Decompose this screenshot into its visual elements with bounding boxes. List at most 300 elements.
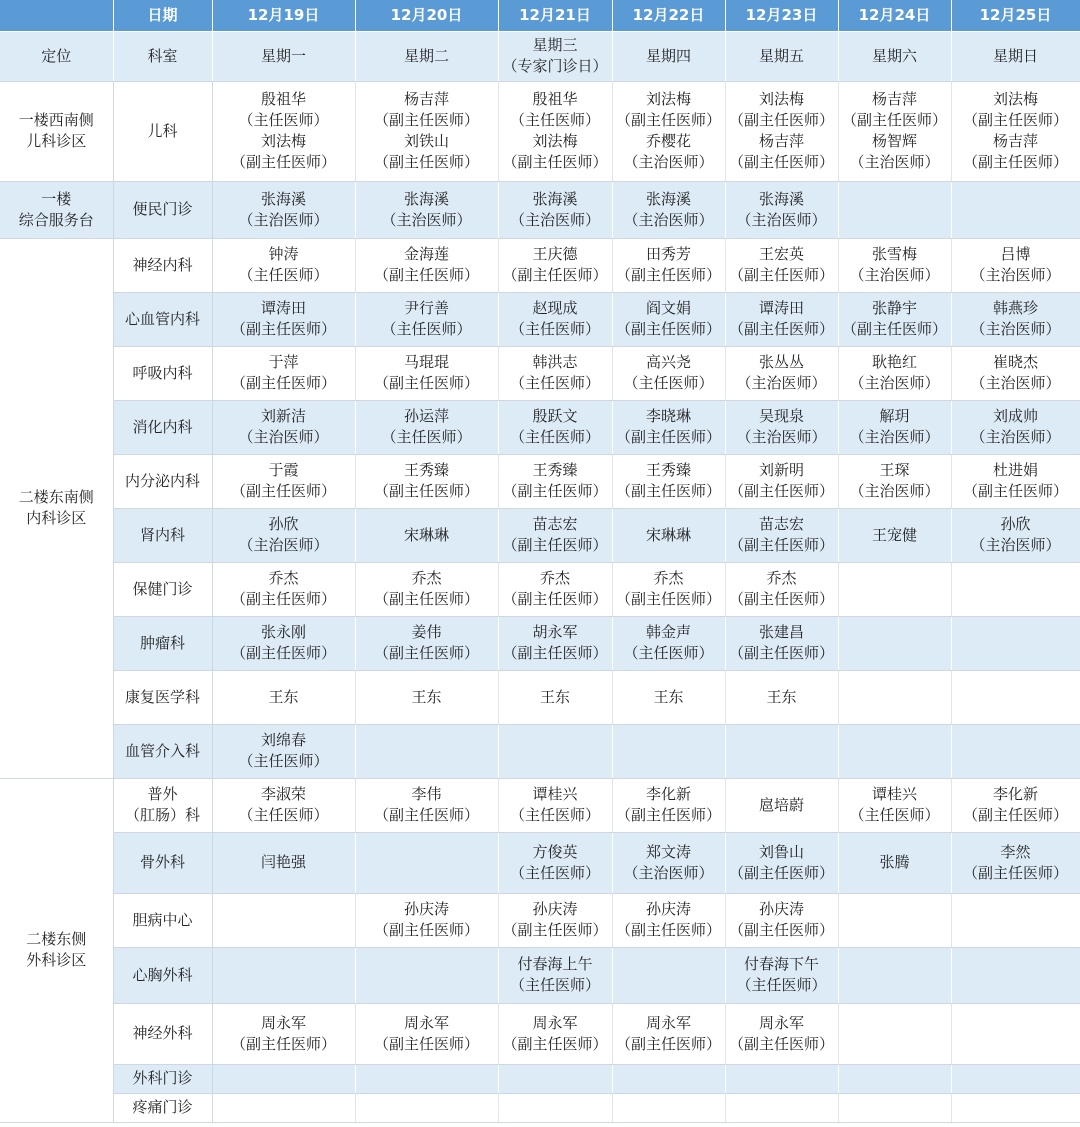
doctor-name: 于霞	[268, 461, 299, 479]
doctor-schedule-cell	[355, 778, 498, 832]
doctor-schedule-cell	[498, 400, 612, 454]
department-cell	[113, 181, 212, 238]
department-cell	[113, 670, 212, 724]
doctor-title: （副主任医师）	[728, 1034, 834, 1053]
doctor-name: 王东	[268, 687, 299, 706]
doctor-title: （副主任医师）	[230, 153, 336, 171]
doctor-schedule-cell	[498, 616, 612, 670]
doctor-schedule-cell	[725, 670, 838, 724]
doctor-name: 解玥	[879, 407, 910, 425]
doctor-schedule-cell	[725, 778, 838, 832]
doctor-schedule-cell	[725, 562, 838, 616]
doctor-schedule-cell	[838, 670, 951, 724]
doctor-title: （主治医师）	[623, 153, 714, 171]
doctor-name: 苗志宏	[758, 515, 804, 533]
doctor-name: 刘法梅	[532, 132, 578, 150]
department-name: 儿科	[147, 121, 178, 140]
doctor-title: （主任医师）	[381, 320, 472, 338]
doctor-title: （主治医师）	[381, 210, 472, 229]
doctor-name: 张海溪	[758, 189, 804, 208]
doctor-schedule-cell	[838, 778, 951, 832]
doctor-name: 乔杰	[653, 569, 684, 587]
department-name: 疼痛门诊	[132, 1098, 193, 1116]
doctor-title: （副主任医师）	[373, 590, 479, 608]
doctor-name: 张海溪	[645, 189, 691, 208]
doctor-schedule-cell	[355, 893, 498, 947]
doctor-title: （主任医师）	[509, 863, 600, 882]
doctor-name: 刘法梅	[645, 90, 691, 108]
doctor-title: （副主任医师）	[728, 921, 834, 939]
doctor-name: 张海溪	[532, 189, 578, 208]
department-name: 肿瘤科	[139, 633, 185, 652]
doctor-schedule-cell	[355, 1064, 498, 1093]
doctor-title: （主任医师）	[509, 806, 600, 824]
doctor-name: 殷祖华	[260, 90, 306, 108]
doctor-schedule-cell	[838, 893, 951, 947]
doctor-schedule-cell	[838, 1093, 951, 1122]
doctor-title: （副主任医师）	[502, 1034, 608, 1053]
weekday-header-row	[0, 31, 1080, 81]
location-label: 外科诊区	[26, 951, 87, 969]
doctor-schedule-cell	[838, 562, 951, 616]
doctor-title: （副主任医师）	[230, 320, 336, 338]
doctor-name: 李然	[1000, 842, 1031, 861]
doctor-schedule-cell	[725, 346, 838, 400]
doctor-name: 王东	[653, 687, 684, 706]
doctor-title: （副主任医师）	[502, 482, 608, 500]
schedule-row	[0, 893, 1080, 947]
doctor-schedule-cell	[838, 292, 951, 346]
doctor-name: 王秀臻	[645, 461, 691, 479]
department-cell	[113, 238, 212, 292]
doctor-schedule-cell	[612, 181, 725, 238]
doctor-name: 周永军	[645, 1013, 691, 1032]
doctor-title: （副主任医师）	[373, 806, 479, 824]
doctor-schedule-cell	[355, 670, 498, 724]
location-label: 一楼西南侧	[18, 111, 94, 129]
doctor-name: 杨吉萍	[992, 132, 1038, 150]
doctor-title: （副主任医师）	[728, 644, 834, 662]
doctor-name: 孙运萍	[403, 407, 449, 425]
doctor-schedule-cell	[725, 400, 838, 454]
doctor-schedule-cell	[838, 832, 951, 893]
doctor-name: 阎文娟	[645, 299, 691, 317]
doctor-schedule-cell	[612, 832, 725, 893]
doctor-name: 吴现泉	[758, 407, 804, 425]
doctor-title: （主治医师）	[970, 536, 1061, 554]
weekday-label: 星期五	[758, 46, 804, 65]
doctor-schedule-cell	[498, 238, 612, 292]
doctor-title: （副主任医师）	[615, 428, 721, 446]
doctor-name: 韩洪志	[532, 353, 578, 371]
doctor-name: 钟涛	[268, 245, 299, 263]
department-cell	[113, 81, 212, 181]
schedule-row	[0, 508, 1080, 562]
department-name: 肾内科	[139, 525, 185, 544]
doctor-schedule-cell	[612, 400, 725, 454]
doctor-schedule-cell	[498, 778, 612, 832]
doctor-title: （主任医师）	[736, 976, 827, 994]
doctor-schedule-cell	[212, 832, 355, 893]
schedule-row	[0, 1093, 1080, 1122]
doctor-schedule-cell	[838, 1003, 951, 1064]
doctor-schedule-cell	[498, 1064, 612, 1093]
schedule-row	[0, 81, 1080, 181]
doctor-schedule-cell	[951, 181, 1080, 238]
doctor-name: 王秀臻	[403, 461, 449, 479]
header-blank-cell	[0, 0, 113, 31]
weekday-label: 星期三	[532, 36, 578, 54]
doctor-title: （副主任医师）	[373, 374, 479, 392]
doctor-schedule-cell	[212, 670, 355, 724]
doctor-title: （主任医师）	[509, 976, 600, 994]
doctor-name: 尹行善	[403, 299, 449, 317]
doctor-title: （副主任医师）	[615, 590, 721, 608]
weekday-header-cell	[951, 31, 1080, 81]
location-cell	[0, 238, 113, 778]
department-name: 骨外科	[139, 853, 185, 871]
doctor-name: 张丛丛	[758, 353, 804, 371]
department-cell	[113, 778, 212, 832]
doctor-name: 于萍	[268, 353, 299, 371]
doctor-title: （主治医师）	[970, 428, 1061, 446]
location-label: 二楼东南侧	[18, 488, 94, 506]
doctor-name: 孙欣	[1000, 515, 1031, 533]
doctor-name: 王东	[411, 687, 442, 706]
doctor-title: （主任医师）	[238, 111, 329, 129]
doctor-title: （主任医师）	[623, 644, 714, 662]
doctor-name: 杨吉萍	[871, 90, 917, 108]
doctor-schedule-cell	[355, 947, 498, 1003]
doctor-title: （副主任医师）	[728, 320, 834, 338]
doctor-title: （主治医师）	[238, 210, 329, 229]
doctor-schedule-cell	[838, 400, 951, 454]
doctor-title: （副主任医师）	[373, 266, 479, 284]
doctor-title: （副主任医师）	[502, 153, 608, 171]
schedule-row	[0, 292, 1080, 346]
weekday-header-cell	[725, 31, 838, 81]
doctor-schedule-cell	[612, 562, 725, 616]
doctor-title: （主治医师）	[736, 428, 827, 446]
location-cell	[0, 81, 113, 181]
doctor-schedule-cell	[951, 616, 1080, 670]
doctor-schedule-cell	[498, 454, 612, 508]
doctor-schedule-cell	[838, 454, 951, 508]
doctor-schedule-cell	[951, 400, 1080, 454]
department-name: 内分泌内科	[124, 471, 200, 490]
doctor-title: （副主任医师）	[230, 482, 336, 500]
doctor-schedule-cell	[212, 346, 355, 400]
doctor-name: 宋琳琳	[403, 525, 449, 544]
doctor-name: 杨吉萍	[758, 132, 804, 150]
doctor-title: （主任医师）	[509, 111, 600, 129]
doctor-name: 谭涛田	[758, 299, 804, 317]
doctor-name: 周永军	[758, 1013, 804, 1032]
doctor-schedule-cell	[612, 724, 725, 778]
location-label: 二楼东侧	[26, 930, 87, 948]
schedule-row	[0, 724, 1080, 778]
doctor-schedule-cell	[355, 724, 498, 778]
doctor-name: 周永军	[403, 1013, 449, 1032]
doctor-name: 张腾	[879, 853, 910, 871]
location-cell	[0, 181, 113, 238]
doctor-title: （主治医师）	[238, 428, 329, 446]
department-cell	[113, 616, 212, 670]
department-cell	[113, 832, 212, 893]
doctor-schedule-cell	[951, 670, 1080, 724]
doctor-title: （副主任医师）	[615, 320, 721, 338]
doctor-title: （副主任医师）	[728, 536, 834, 554]
doctor-schedule-cell	[612, 947, 725, 1003]
doctor-name: 李伟	[411, 785, 442, 803]
doctor-name: 李晓琳	[645, 407, 691, 425]
doctor-schedule-cell	[612, 454, 725, 508]
doctor-name: 付春海下午	[743, 955, 819, 973]
doctor-title: （副主任医师）	[841, 320, 947, 338]
doctor-schedule-cell	[212, 778, 355, 832]
doctor-schedule-cell	[498, 1093, 612, 1122]
doctor-title: （副主任医师）	[230, 1034, 336, 1053]
doctor-name: 张静宇	[871, 299, 917, 317]
department-name: 心胸外科	[132, 965, 193, 984]
doctor-schedule-cell	[612, 81, 725, 181]
doctor-name: 马琨琨	[403, 353, 449, 371]
doctor-name: 刘成帅	[992, 407, 1038, 425]
doctor-title: （副主任医师）	[373, 482, 479, 500]
doctor-name: 周永军	[532, 1013, 578, 1032]
department-cell	[113, 1093, 212, 1122]
doctor-schedule-cell	[951, 1003, 1080, 1064]
dept-column-label: 科室	[113, 31, 212, 81]
doctor-title: （主治医师）	[849, 428, 940, 446]
doctor-schedule-cell	[212, 292, 355, 346]
weekday-header-cell	[612, 31, 725, 81]
doctor-name: 宋琳琳	[645, 525, 691, 544]
date-header-cell: 12月20日	[355, 0, 498, 31]
department-name: 外科门诊	[132, 1069, 193, 1087]
doctor-schedule-cell	[212, 893, 355, 947]
doctor-schedule-cell	[498, 346, 612, 400]
doctor-schedule-cell	[212, 1093, 355, 1122]
doctor-schedule-cell	[951, 562, 1080, 616]
department-cell	[113, 724, 212, 778]
doctor-title: （副主任医师）	[502, 536, 608, 554]
doctor-name: 闫艳强	[260, 853, 306, 871]
doctor-title: （副主任医师）	[615, 266, 721, 284]
date-header-cell: 12月25日	[951, 0, 1080, 31]
doctor-name: 杨智辉	[871, 132, 917, 150]
doctor-title: （主任医师）	[238, 266, 329, 284]
doctor-schedule-cell	[725, 724, 838, 778]
doctor-schedule-cell	[612, 778, 725, 832]
doctor-schedule-cell	[951, 238, 1080, 292]
doctor-title: （副主任医师）	[373, 111, 479, 129]
department-name: 呼吸内科	[132, 363, 193, 382]
location-label: 儿科诊区	[26, 132, 87, 150]
doctor-title: （主任医师）	[238, 752, 329, 770]
doctor-title: （主任医师）	[849, 806, 940, 824]
department-cell	[113, 454, 212, 508]
doctor-name: 崔晓杰	[992, 353, 1038, 371]
doctor-name: 赵现成	[532, 299, 578, 317]
schedule-row	[0, 1064, 1080, 1093]
doctor-schedule-cell	[355, 562, 498, 616]
doctor-name: 李淑荣	[260, 785, 306, 803]
doctor-title: （副主任医师）	[230, 374, 336, 392]
doctor-schedule-cell	[725, 1093, 838, 1122]
weekday-label: 星期六	[871, 46, 917, 65]
doctor-name: 张永刚	[260, 623, 306, 641]
doctor-name: 付春海上午	[517, 955, 593, 973]
schedule-row	[0, 832, 1080, 893]
doctor-schedule-cell	[725, 238, 838, 292]
doctor-title: （副主任医师）	[841, 111, 947, 129]
location-label: 一楼	[41, 189, 72, 208]
doctor-title: （主治医师）	[970, 266, 1061, 284]
doctor-schedule-cell	[838, 181, 951, 238]
doctor-schedule-cell	[951, 1064, 1080, 1093]
schedule-row	[0, 454, 1080, 508]
doctor-schedule-cell	[498, 292, 612, 346]
doctor-schedule-cell	[725, 81, 838, 181]
doctor-title: （主治医师）	[849, 482, 940, 500]
doctor-name: 乔樱花	[645, 132, 691, 150]
doctor-schedule-cell	[951, 778, 1080, 832]
doctor-name: 刘新洁	[260, 407, 306, 425]
location-label: 综合服务台	[18, 210, 94, 229]
doctor-schedule-cell	[212, 400, 355, 454]
doctor-title: （副主任医师）	[615, 806, 721, 824]
doctor-schedule-cell	[498, 562, 612, 616]
department-cell	[113, 893, 212, 947]
doctor-schedule-cell	[725, 181, 838, 238]
department-cell	[113, 400, 212, 454]
doctor-schedule-cell	[355, 616, 498, 670]
doctor-name: 乔杰	[766, 569, 797, 587]
doctor-name: 郑文涛	[645, 842, 691, 861]
doctor-name: 吕博	[1000, 245, 1031, 263]
date-column-label: 日期	[113, 0, 212, 31]
doctor-name: 刘新明	[758, 461, 804, 479]
department-name: 普外	[147, 785, 178, 803]
doctor-schedule-cell	[212, 1003, 355, 1064]
department-name: 保健门诊	[132, 579, 193, 598]
doctor-name: 王宏英	[758, 245, 804, 263]
doctor-title: （副主任医师）	[615, 111, 721, 129]
doctor-name: 刘法梅	[992, 90, 1038, 108]
schedule-row	[0, 778, 1080, 832]
doctor-name: 刘绵春	[260, 731, 306, 749]
weekday-header-cell	[355, 31, 498, 81]
doctor-title: （副主任医师）	[373, 644, 479, 662]
date-header-cell: 12月24日	[838, 0, 951, 31]
doctor-name: 刘法梅	[758, 90, 804, 108]
doctor-name: 王庆德	[532, 245, 578, 263]
doctor-schedule-cell	[355, 292, 498, 346]
doctor-schedule-cell	[838, 81, 951, 181]
doctor-title: （主治医师）	[623, 863, 714, 882]
doctor-schedule-cell	[498, 724, 612, 778]
doctor-name: 扈培蔚	[758, 795, 804, 814]
location-label: 内科诊区	[26, 509, 87, 527]
doctor-name: 张海溪	[260, 189, 306, 208]
doctor-title: （副主任医师）	[373, 153, 479, 171]
doctor-title: （副主任医师）	[728, 482, 834, 500]
doctor-name: 乔杰	[539, 569, 570, 587]
doctor-title: （副主任医师）	[230, 644, 336, 662]
doctor-name: 王东	[766, 687, 797, 706]
doctor-title: （主治医师）	[238, 536, 329, 554]
doctor-name: 韩金声	[645, 623, 691, 641]
doctor-name: 张建昌	[758, 623, 804, 641]
schedule-row	[0, 1003, 1080, 1064]
doctor-title: （副主任医师）	[728, 153, 834, 171]
doctor-schedule-cell	[725, 292, 838, 346]
doctor-schedule-cell	[498, 947, 612, 1003]
department-cell	[113, 1064, 212, 1093]
doctor-title: （副主任医师）	[373, 1034, 479, 1053]
doctor-name: 刘铁山	[403, 132, 449, 150]
doctor-title: （副主任医师）	[962, 863, 1068, 882]
doctor-schedule-cell	[355, 400, 498, 454]
doctor-name: 刘鲁山	[758, 842, 804, 861]
doctor-name: 王东	[539, 687, 570, 706]
doctor-schedule-cell	[725, 947, 838, 1003]
doctor-schedule-cell	[212, 181, 355, 238]
date-header-cell: 12月21日	[498, 0, 612, 31]
department-name: 消化内科	[132, 417, 193, 436]
doctor-name: 谭桂兴	[871, 785, 917, 803]
doctor-schedule-cell	[355, 238, 498, 292]
doctor-name: 孙庆涛	[403, 900, 449, 918]
doctor-name: 王宠健	[871, 525, 917, 544]
doctor-title: （副主任医师）	[502, 590, 608, 608]
doctor-title: （副主任医师）	[962, 153, 1068, 171]
doctor-name: 杨吉萍	[403, 90, 449, 108]
doctor-schedule-cell	[212, 238, 355, 292]
doctor-schedule-cell	[355, 1003, 498, 1064]
department-cell	[113, 947, 212, 1003]
department-name: 血管介入科	[124, 741, 200, 760]
doctor-schedule-cell	[498, 181, 612, 238]
doctor-title: （主任医师）	[381, 428, 472, 446]
doctor-schedule-cell	[355, 832, 498, 893]
doctor-schedule-cell	[838, 724, 951, 778]
doctor-schedule-cell	[212, 616, 355, 670]
doctor-title: （副主任医师）	[615, 921, 721, 939]
doctor-title: （副主任医师）	[230, 590, 336, 608]
doctor-schedule-cell	[612, 1003, 725, 1064]
doctor-schedule-cell	[212, 947, 355, 1003]
doctor-schedule-cell	[725, 454, 838, 508]
doctor-schedule-cell	[725, 616, 838, 670]
doctor-schedule-cell	[838, 346, 951, 400]
doctor-name: 孙庆涛	[758, 900, 804, 918]
doctor-name: 孙庆涛	[532, 900, 578, 918]
expert-day-note: （专家门诊日）	[502, 57, 608, 75]
location-cell	[0, 778, 113, 1122]
doctor-name: 苗志宏	[532, 515, 578, 533]
doctor-schedule-cell	[212, 562, 355, 616]
schedule-row	[0, 670, 1080, 724]
department-cell	[113, 292, 212, 346]
doctor-name: 胡永军	[532, 623, 578, 641]
doctor-schedule-cell	[355, 454, 498, 508]
doctor-schedule-cell	[212, 81, 355, 181]
doctor-name: 姜伟	[411, 623, 442, 641]
doctor-title: （主治医师）	[849, 153, 940, 171]
weekday-header-cell	[212, 31, 355, 81]
